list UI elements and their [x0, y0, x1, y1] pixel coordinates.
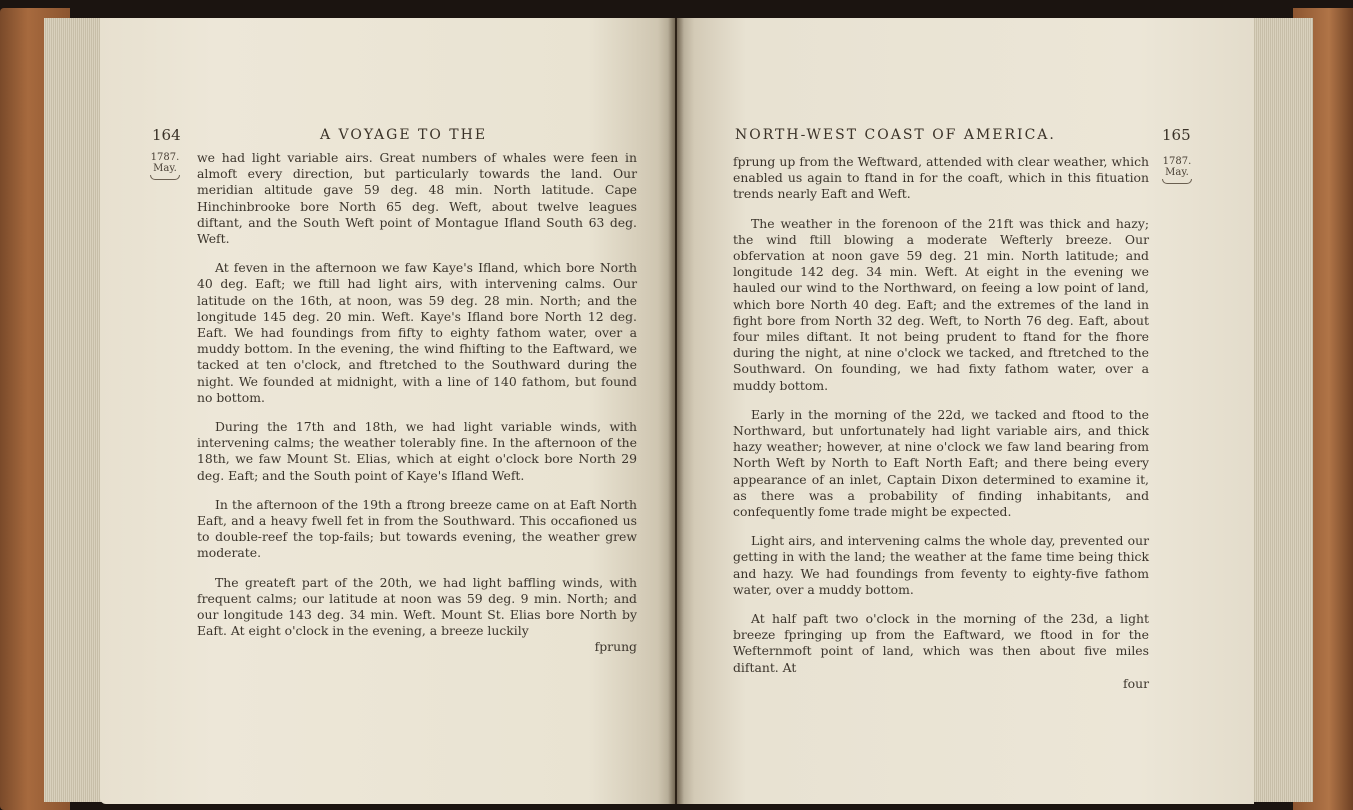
right-paragraph-4: Light airs, and intervening calms the whole day, prevented our getting in with the land; the weather at the fame time being thick and hazy. We had foundings from feventy to eighty-five fathom water, over a muddy bottom.: [733, 533, 1149, 597]
right-page-body: [733, 154, 1149, 692]
right-margin-month: May.: [1165, 167, 1189, 178]
left-page-number: 164: [152, 126, 181, 144]
left-margin-year: 1787.: [150, 152, 180, 163]
right-paragraph-2: The weather in the forenoon of the 21ft was thick and hazy; the wind ftill blowing a moderate Wefterly breeze. Our obfervation at noon gave 59 deg. 21 min. North latitude; and longitude 142 deg. 34 min. Weft. At eight in the evening we hauled our wind to the Northward, on feeing a low point of land, which bore North 40 deg. Eaft; and the extremes of the land in fight bore from North 32 deg. Weft, to North 76 deg. Eaft, about four miles diftant. It not being prudent to ftand for the fhore during the night, at nine o'clock we tacked, and ftretched to the Southward. On founding, we had fixty fathom water, over a muddy bottom.: [733, 215, 1149, 393]
left-paragraph-1: we had light variable airs. Great numbers of whales were feen in almoft every direction, but particularly towards the land. Our meridian altitude gave 59 deg. 48 min. North latitude. Cape Hinchinbrooke bore North 65 deg. Weft, about twelve leagues diftant, and the South Weft point of Montague Ifland South 63 deg. Weft.: [197, 150, 637, 247]
right-paragraph-3: Early in the morning of the 22d, we tacked and ftood to the Northward, but unfortunately had light variable airs, and thick hazy weather; however, at nine o'clock we faw land bearing from North Weft by North to Eaft North Eaft; and there being every appearance of an inlet, Captain Dixon determined to examine it, as there was a probability of finding inhabitants, and confequently fome trade might be expected.: [733, 406, 1149, 520]
left-margin-note: [150, 152, 180, 180]
right-page-number: 165: [1162, 126, 1191, 144]
right-margin-note: [1162, 156, 1192, 184]
right-catchword: four: [1123, 675, 1149, 691]
margin-brace-icon: [1162, 179, 1192, 184]
left-margin-month: May.: [153, 163, 177, 174]
left-paragraph-2: At feven in the afternoon we faw Kaye's Ifland, which bore North 40 deg. Eaft; we ftill had light airs, with intervening calms. Our latitude on the 16th, at noon, was 59 deg. 28 min. North; and the longitude 145 deg. 20 min. Weft. Kaye's Ifland bore North 12 deg. Eaft. We had foundings from fifty to eighty fathom water, over a muddy bottom. In the evening, the wind fhifting to the Eaftward, we tacked at ten o'clock, and ftretched to the Southward during the night. We founded at midnight, with a line of 140 fathom, but found no bottom.: [197, 260, 637, 405]
right-paragraph-5: At half paft two o'clock in the morning of the 23d, a light breeze fpringing up from the Eaftward, we ftood in for the Wefternmoft point of land, which was then about five miles diftant. At: [733, 611, 1149, 675]
left-paragraph-4: In the afternoon of the 19th a ftrong breeze came on at Eaft North Eaft, and a heavy fwell fet in from the Southward. This occafioned us to double-reef the top-fails; but towards evening, the weather grew moderate.: [197, 496, 637, 561]
right-running-head: NORTH-WEST COAST OF AMERICA.: [735, 127, 1056, 143]
left-paragraph-5: The greateft part of the 20th, we had light baffling winds, with frequent calms; our latitude at noon was 59 deg. 9 min. North; and our longitude 143 deg. 34 min. Weft. Mount St. Elias bore North by Eaft. At eight o'clock in the evening, a breeze luckily: [197, 574, 637, 639]
right-margin-year: 1787.: [1162, 156, 1192, 167]
left-page-body: [197, 150, 637, 656]
book-gutter: [668, 18, 684, 804]
left-catchword: fprung: [594, 639, 637, 655]
right-paragraph-1: fprung up from the Weftward, attended with clear weather, which enabled us again to ftand in for the coaft, which in this fituation trends nearly Eaft and Weft.: [733, 154, 1149, 202]
margin-brace-icon: [150, 175, 180, 180]
left-running-head: A VOYAGE TO THE: [320, 127, 488, 143]
page-edges-right: [1247, 18, 1313, 802]
page-edges-left: [44, 18, 106, 802]
left-paragraph-3: During the 17th and 18th, we had light variable winds, with intervening calms; the weather tolerably fine. In the afternoon of the 18th, we faw Mount St. Elias, which at eight o'clock bore North 29 deg. Eaft; and the South point of Kaye's Ifland Weft.: [197, 419, 637, 483]
